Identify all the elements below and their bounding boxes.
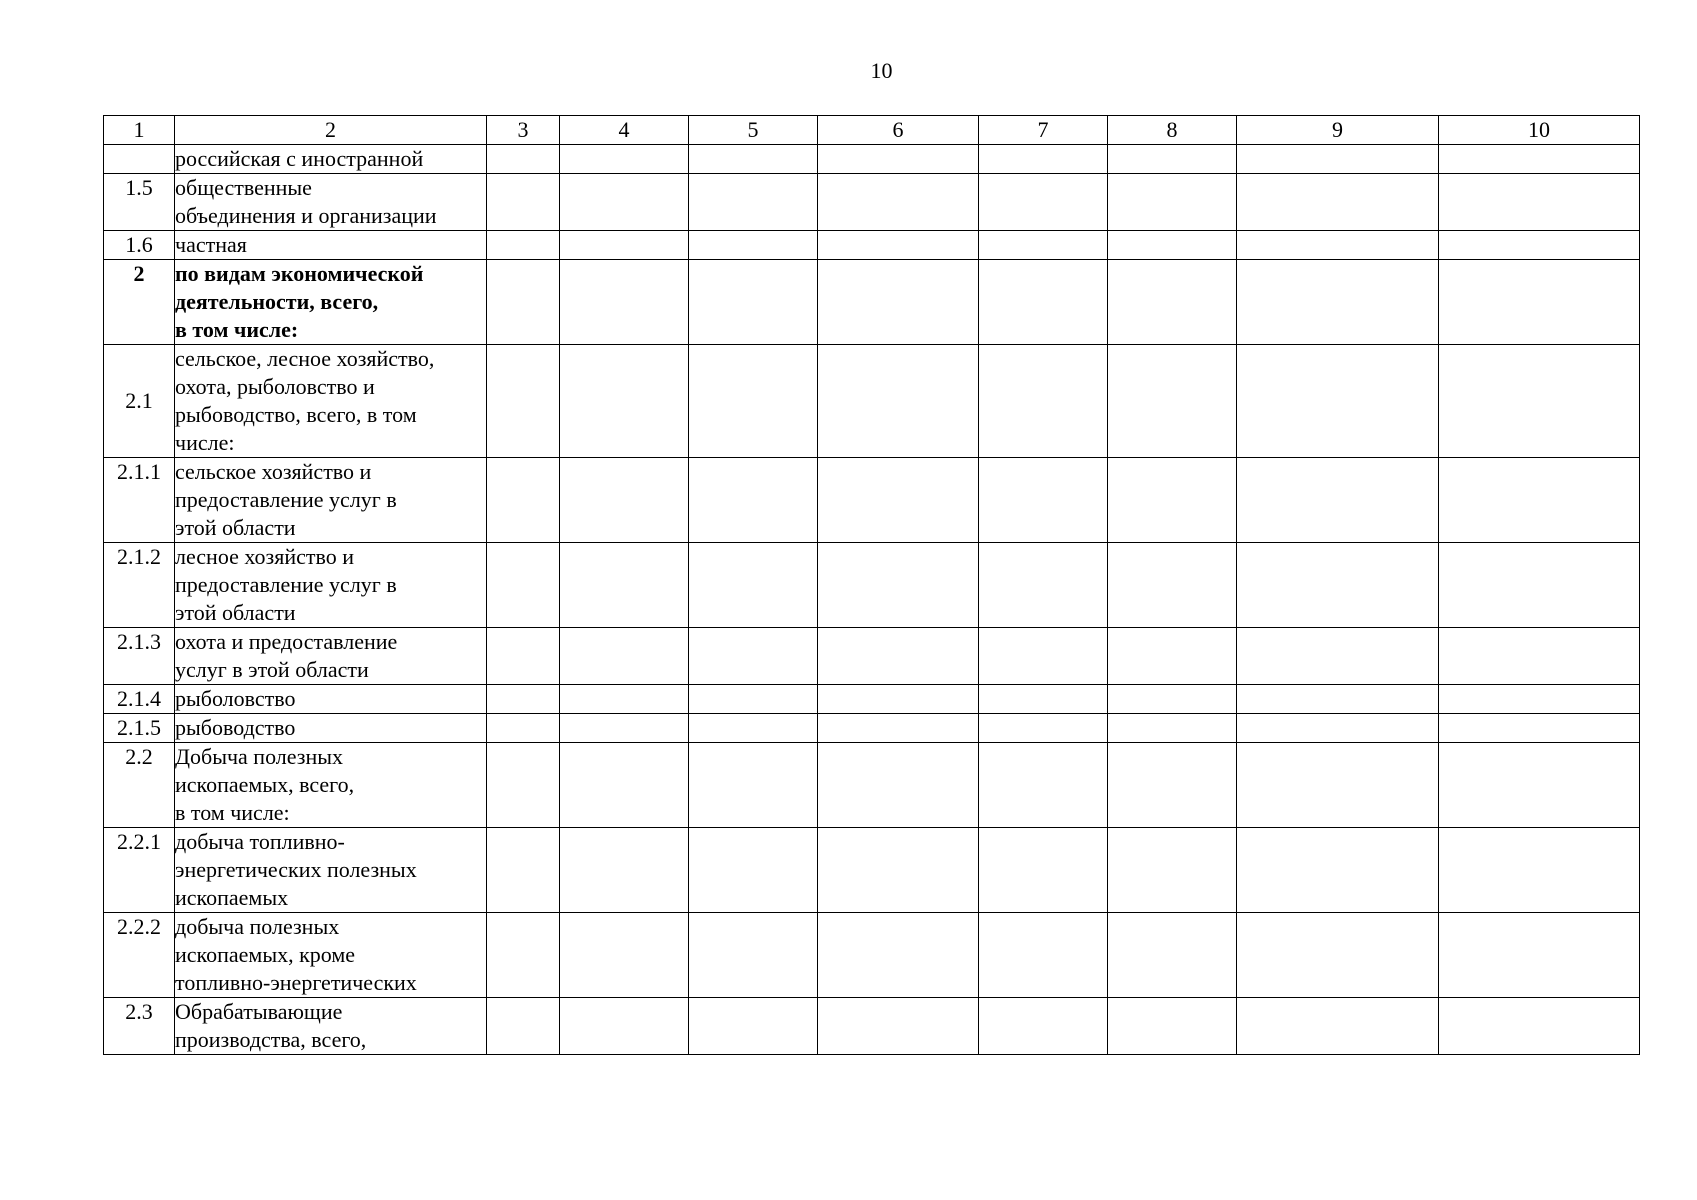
column-header: 10	[1439, 116, 1640, 145]
empty-cell	[560, 913, 689, 998]
empty-cell	[1237, 998, 1439, 1055]
empty-cell	[979, 998, 1108, 1055]
empty-cell	[818, 145, 979, 174]
empty-cell	[487, 998, 560, 1055]
empty-cell	[818, 913, 979, 998]
row-label-line: рыбоводство	[175, 715, 296, 740]
row-number: 2.1.5	[104, 714, 175, 743]
empty-cell	[487, 260, 560, 345]
empty-cell	[487, 345, 560, 458]
row-number: 2.2.1	[104, 828, 175, 913]
empty-cell	[689, 913, 818, 998]
empty-cell	[1439, 913, 1640, 998]
row-label-line: ископаемых, всего,	[175, 772, 355, 797]
empty-cell	[1439, 145, 1640, 174]
row-label	[175, 260, 487, 345]
row-label-line: производства, всего,	[175, 1027, 367, 1052]
empty-cell	[1108, 628, 1237, 685]
empty-cell	[1237, 260, 1439, 345]
data-table	[103, 115, 1640, 1055]
row-number: 1.6	[104, 231, 175, 260]
table-row	[104, 913, 1640, 998]
row-label-line: предоставление услуг в	[175, 487, 397, 512]
row-label-line: энергетических полезных	[175, 857, 417, 882]
empty-cell	[560, 998, 689, 1055]
row-label	[175, 145, 487, 174]
row-number	[104, 145, 175, 174]
table-row	[104, 458, 1640, 543]
table-row	[104, 714, 1640, 743]
row-label	[175, 913, 487, 998]
empty-cell	[1108, 458, 1237, 543]
empty-cell	[1108, 743, 1237, 828]
table-row	[104, 685, 1640, 714]
row-label-line: деятельности, всего,	[175, 289, 379, 314]
empty-cell	[979, 913, 1108, 998]
empty-cell	[689, 543, 818, 628]
empty-cell	[560, 543, 689, 628]
column-header: 3	[487, 116, 560, 145]
empty-cell	[560, 628, 689, 685]
empty-cell	[1439, 260, 1640, 345]
row-number: 2.1.3	[104, 628, 175, 685]
empty-cell	[1439, 458, 1640, 543]
empty-cell	[689, 628, 818, 685]
empty-cell	[689, 828, 818, 913]
empty-cell	[818, 685, 979, 714]
row-number: 2.1.4	[104, 685, 175, 714]
column-header: 2	[175, 116, 487, 145]
row-number: 2.1.2	[104, 543, 175, 628]
row-label-line: топливно-энергетических	[175, 970, 417, 995]
empty-cell	[689, 145, 818, 174]
empty-cell	[1237, 231, 1439, 260]
empty-cell	[1439, 714, 1640, 743]
empty-cell	[818, 345, 979, 458]
empty-cell	[1237, 543, 1439, 628]
empty-cell	[1237, 628, 1439, 685]
row-label	[175, 743, 487, 828]
table-row	[104, 145, 1640, 174]
row-number: 2.1.1	[104, 458, 175, 543]
table-row	[104, 743, 1640, 828]
row-label	[175, 714, 487, 743]
row-label	[175, 628, 487, 685]
empty-cell	[1108, 714, 1237, 743]
empty-cell	[979, 174, 1108, 231]
row-label-line: числе:	[175, 430, 235, 455]
row-number: 1.5	[104, 174, 175, 231]
empty-cell	[1237, 685, 1439, 714]
row-label-line: рыболовство	[175, 686, 296, 711]
empty-cell	[689, 458, 818, 543]
row-label-line: этой области	[175, 515, 296, 540]
row-number: 2.2	[104, 743, 175, 828]
empty-cell	[979, 458, 1108, 543]
row-number: 2.1	[104, 345, 175, 458]
empty-cell	[1108, 913, 1237, 998]
row-label-line: ископаемых	[175, 885, 289, 910]
empty-cell	[979, 145, 1108, 174]
empty-cell	[818, 231, 979, 260]
row-number: 2	[104, 260, 175, 345]
empty-cell	[818, 743, 979, 828]
empty-cell	[1237, 828, 1439, 913]
empty-cell	[1439, 345, 1640, 458]
empty-cell	[1108, 174, 1237, 231]
row-label-line: лесное хозяйство и	[175, 544, 354, 569]
empty-cell	[689, 345, 818, 458]
empty-cell	[487, 828, 560, 913]
row-label-line: в том числе:	[175, 800, 290, 825]
empty-cell	[818, 628, 979, 685]
column-header: 5	[689, 116, 818, 145]
empty-cell	[1439, 998, 1640, 1055]
empty-cell	[818, 543, 979, 628]
row-label	[175, 231, 487, 260]
empty-cell	[1439, 543, 1640, 628]
empty-cell	[689, 174, 818, 231]
row-number: 2.2.2	[104, 913, 175, 998]
empty-cell	[818, 714, 979, 743]
row-label	[175, 174, 487, 231]
row-number: 2.3	[104, 998, 175, 1055]
empty-cell	[560, 145, 689, 174]
empty-cell	[487, 628, 560, 685]
row-label-line: охота, рыболовство и	[175, 374, 375, 399]
column-header: 7	[979, 116, 1108, 145]
table-row	[104, 628, 1640, 685]
empty-cell	[560, 828, 689, 913]
row-label-line: в том числе:	[175, 317, 299, 342]
empty-cell	[689, 685, 818, 714]
empty-cell	[818, 174, 979, 231]
table-row	[104, 998, 1640, 1055]
row-label-line: Обрабатывающие	[175, 999, 343, 1024]
empty-cell	[689, 714, 818, 743]
table-row	[104, 231, 1640, 260]
row-label-line: частная	[175, 232, 247, 257]
empty-cell	[1108, 543, 1237, 628]
table-row	[104, 260, 1640, 345]
empty-cell	[689, 998, 818, 1055]
column-header: 6	[818, 116, 979, 145]
table-row	[104, 543, 1640, 628]
table-row	[104, 345, 1640, 458]
empty-cell	[1108, 685, 1237, 714]
empty-cell	[560, 743, 689, 828]
empty-cell	[979, 685, 1108, 714]
empty-cell	[689, 260, 818, 345]
row-label	[175, 543, 487, 628]
row-label-line: предоставление услуг в	[175, 572, 397, 597]
row-label-line: ископаемых, кроме	[175, 942, 356, 967]
row-label-line: по видам экономической	[175, 261, 424, 286]
row-label-line: российская с иностранной	[175, 146, 424, 171]
row-label-line: сельское хозяйство и	[175, 459, 372, 484]
empty-cell	[487, 458, 560, 543]
row-label	[175, 685, 487, 714]
empty-cell	[1108, 145, 1237, 174]
empty-cell	[689, 231, 818, 260]
empty-cell	[1439, 828, 1640, 913]
empty-cell	[487, 714, 560, 743]
row-label-line: охота и предоставление	[175, 629, 398, 654]
empty-cell	[1237, 913, 1439, 998]
empty-cell	[979, 714, 1108, 743]
empty-cell	[1439, 743, 1640, 828]
empty-cell	[1237, 174, 1439, 231]
empty-cell	[487, 743, 560, 828]
table-row	[104, 828, 1640, 913]
empty-cell	[1237, 145, 1439, 174]
empty-cell	[689, 743, 818, 828]
empty-cell	[818, 998, 979, 1055]
empty-cell	[560, 174, 689, 231]
empty-cell	[1237, 345, 1439, 458]
empty-cell	[979, 828, 1108, 913]
empty-cell	[487, 231, 560, 260]
empty-cell	[560, 685, 689, 714]
empty-cell	[487, 543, 560, 628]
empty-cell	[1108, 998, 1237, 1055]
row-label	[175, 345, 487, 458]
empty-cell	[1108, 345, 1237, 458]
empty-cell	[1439, 685, 1640, 714]
table-row	[104, 174, 1640, 231]
empty-cell	[1108, 231, 1237, 260]
empty-cell	[560, 231, 689, 260]
empty-cell	[1237, 458, 1439, 543]
table-body	[104, 145, 1640, 1055]
row-label	[175, 458, 487, 543]
column-header: 1	[104, 116, 175, 145]
empty-cell	[979, 345, 1108, 458]
empty-cell	[487, 145, 560, 174]
empty-cell	[818, 260, 979, 345]
row-label-line: этой области	[175, 600, 296, 625]
empty-cell	[487, 685, 560, 714]
empty-cell	[818, 458, 979, 543]
empty-cell	[1439, 628, 1640, 685]
empty-cell	[1237, 714, 1439, 743]
empty-cell	[560, 458, 689, 543]
row-label-line: добыча топливно-	[175, 829, 345, 854]
page-number: 10	[870, 58, 893, 83]
column-header: 8	[1108, 116, 1237, 145]
empty-cell	[979, 543, 1108, 628]
row-label-line: рыбоводство, всего, в том	[175, 402, 417, 427]
row-label	[175, 998, 487, 1055]
column-header: 4	[560, 116, 689, 145]
empty-cell	[1108, 260, 1237, 345]
empty-cell	[487, 913, 560, 998]
empty-cell	[979, 231, 1108, 260]
empty-cell	[979, 743, 1108, 828]
row-label-line: общественные	[175, 175, 312, 200]
row-label-line: сельское, лесное хозяйство,	[175, 346, 435, 371]
empty-cell	[818, 828, 979, 913]
column-header: 9	[1237, 116, 1439, 145]
empty-cell	[1108, 828, 1237, 913]
empty-cell	[1439, 231, 1640, 260]
header-row	[104, 116, 1640, 145]
row-label-line: объединения и организации	[175, 203, 437, 228]
empty-cell	[487, 174, 560, 231]
empty-cell	[560, 714, 689, 743]
row-label-line: добыча полезных	[175, 914, 340, 939]
empty-cell	[1237, 743, 1439, 828]
empty-cell	[979, 260, 1108, 345]
row-label	[175, 828, 487, 913]
empty-cell	[560, 260, 689, 345]
row-label-line: Добыча полезных	[175, 744, 344, 769]
empty-cell	[979, 628, 1108, 685]
row-label-line: услуг в этой области	[175, 657, 369, 682]
empty-cell	[560, 345, 689, 458]
empty-cell	[1439, 174, 1640, 231]
